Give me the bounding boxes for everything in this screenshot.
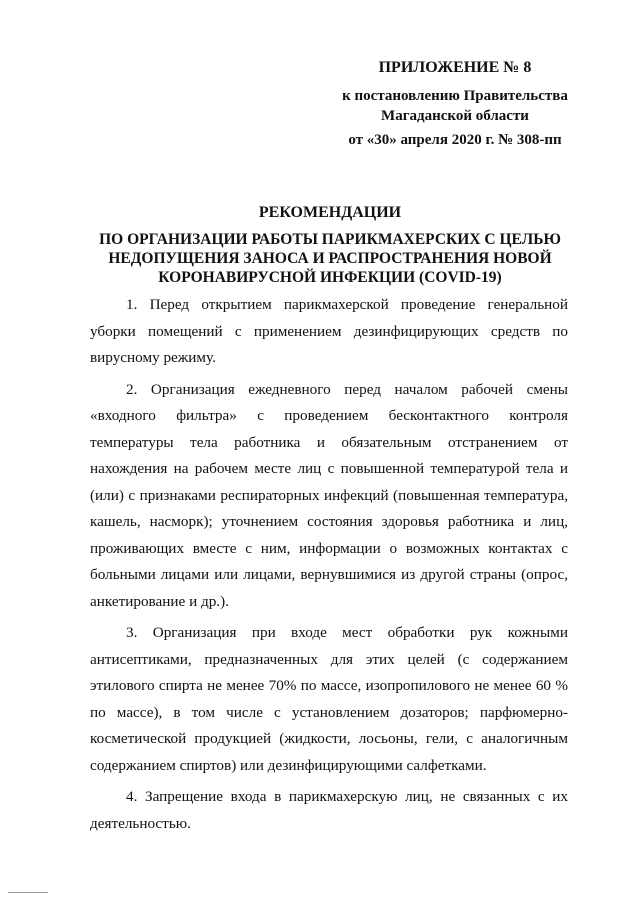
document-subtitle: ПО ОРГАНИЗАЦИИ РАБОТЫ ПАРИКМАХЕРСКИХ С ЦЕЛЬЮ НЕДОПУЩЕНИЯ ЗАНОСА И РАСПРОСТРАНЕНИЯ НОВОЙ КОРОНАВИРУСНОЙ ИНФЕКЦИИ (COVID-19) bbox=[99, 231, 561, 286]
appendix-title: ПРИЛОЖЕНИЕ № 8 bbox=[378, 59, 532, 76]
paragraph-4: 4. Запрещение входа в парикмахерскую лиц, не связанных с их деятельностью. bbox=[90, 788, 568, 832]
footer-divider bbox=[8, 892, 48, 893]
document-body bbox=[90, 292, 568, 842]
appendix-date: от «30» апреля 2020 г. № 308-пп bbox=[348, 132, 562, 148]
paragraph-2: 2. Организация ежедневного перед началом рабочей смены «входного фильтра» с проведением бесконтактного контроля температуры тела работника и обязательным отстранением от нахождения на рабочем месте лиц с повышенной температурой тела и (или) с признаками респираторных инфекций (повышенная температура, кашель, насморк); уточнением состояния здоровья работника и лиц, проживающих вместе с ним, информации о возможных контактах с больными лицами или лицами, вернувшимися из другой страны (опрос, анкетирование и др.). bbox=[90, 380, 568, 610]
paragraph-1: 1. Перед открытием парикмахерской проведение генеральной уборки помещений с применением дезинфицирующих средств по вирусному режиму. bbox=[90, 296, 568, 366]
appendix-reference: к постановлению Правительства Магаданской области bbox=[342, 88, 568, 124]
document-title: РЕКОМЕНДАЦИИ bbox=[258, 204, 402, 221]
paragraph-3: 3. Организация при входе мест обработки рук кожными антисептиками, предназначенных для этих целей (с содержанием этилового спирта не менее 70% по массе, изопропилового не менее 60 % по массе), в том числе с установлением дозаторов; парфюмерно-косметической продукцией (жидкости, лосьоны, гели, с аналогичным содержанием спиртов) или дезинфицирующими салфетками. bbox=[90, 624, 568, 774]
